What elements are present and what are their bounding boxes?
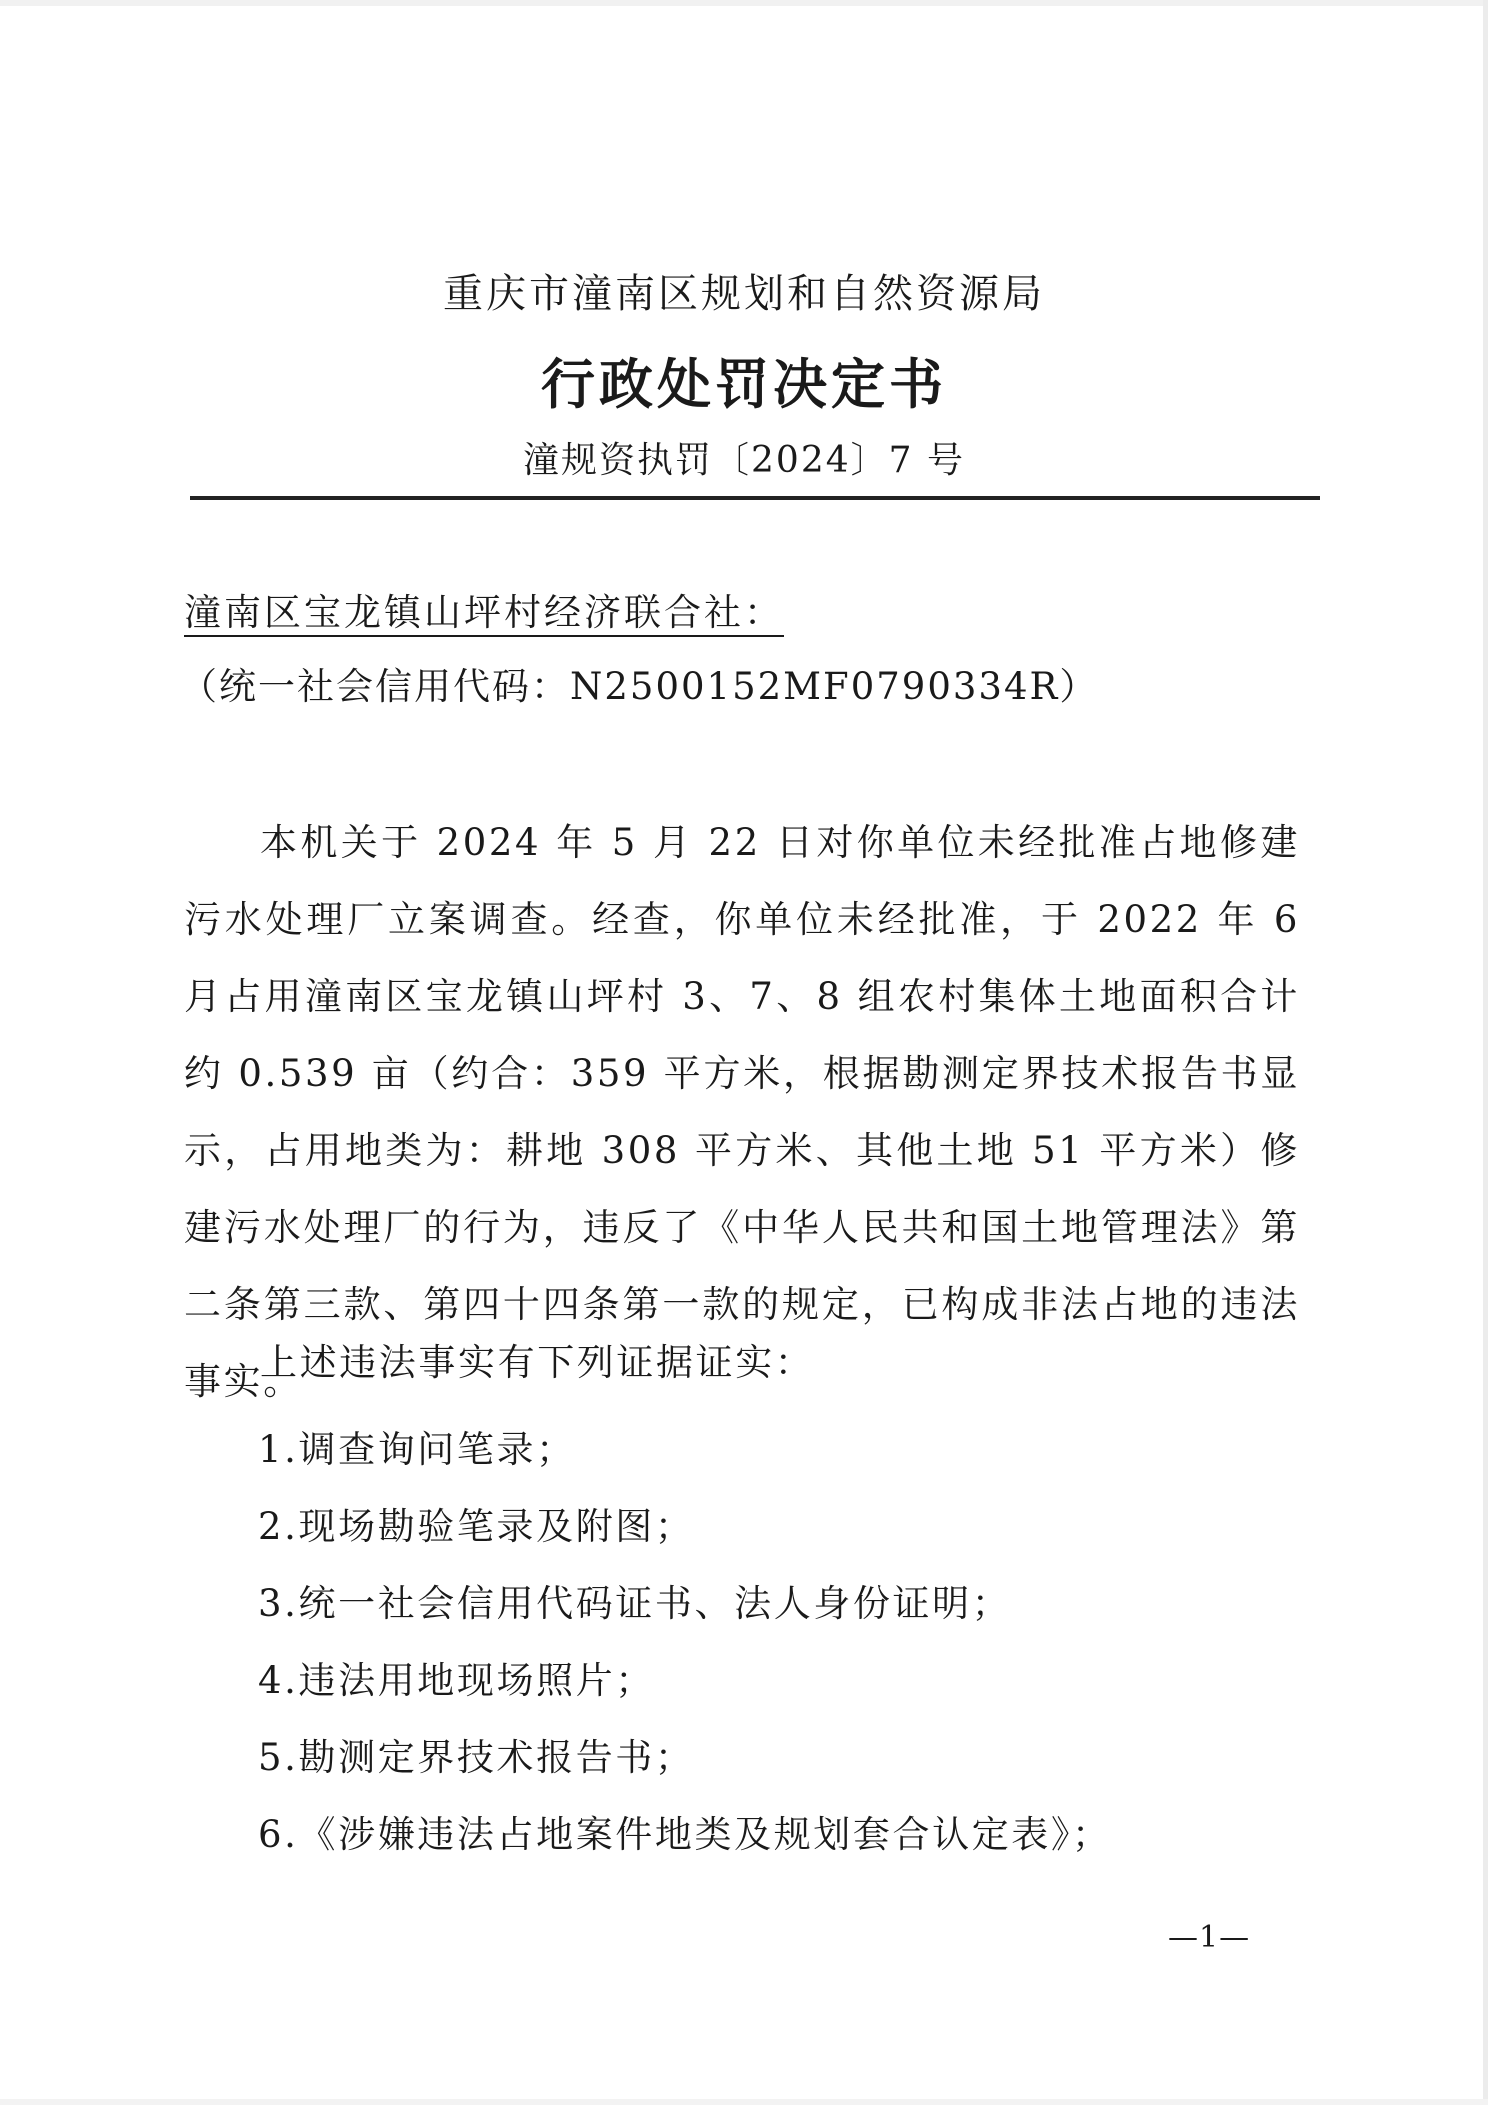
- evidence-list: [258, 1411, 1112, 1873]
- evidence-item: 3.统一社会信用代码证书、法人身份证明；: [258, 1582, 1012, 1625]
- evidence-item: 5.勘测定界技术报告书；: [258, 1736, 695, 1779]
- scan-edge-bottom: [0, 2099, 1488, 2105]
- issuing-authority: 重庆市潼南区规划和自然资源局: [443, 271, 1045, 317]
- evidence-item: 2.现场勘验笔录及附图；: [258, 1505, 695, 1548]
- evidence-intro: 上述违法事实有下列证据证实：: [260, 1341, 815, 1384]
- findings-paragraph: 本机关于 2024 年 5 月 22 日对你单位未经批准占地修建污水处理厂立案调查。经查，你单位未经批准，于 2022 年 6 月占用潼南区宝龙镇山坪村 3、7、8 组农村集体土地面积合计约 0.539 亩（约合：359 平方米，根据勘测定界技术报告书显示，占用地类为：耕地 308 平方米、其他土地 51 平方米）修建污水处理厂的行为，违反了《中华人民共和国土地管理法》第二条第三款、第四十四条第一款的规定，已构成非法占地的违法事实。: [184, 821, 1300, 1403]
- document-title: 行政处罚决定书: [541, 352, 947, 416]
- evidence-item: 6.《涉嫌违法占地案件地类及规划套合认定表》；: [258, 1813, 1112, 1856]
- evidence-item: 1.调查询问笔录；: [258, 1428, 576, 1471]
- recipient-credit-code: （统一社会信用代码：N2500152MF0790334R）: [180, 665, 1099, 708]
- header-divider: [190, 496, 1320, 500]
- recipient-name: 潼南区宝龙镇山坪村经济联合社：: [184, 591, 784, 634]
- document-number: 潼规资执罚〔2024〕7 号: [523, 440, 965, 481]
- evidence-item: 4.违法用地现场照片；: [258, 1659, 655, 1702]
- scan-edge-top: [0, 0, 1488, 6]
- page-number: —1—: [1168, 1920, 1251, 1955]
